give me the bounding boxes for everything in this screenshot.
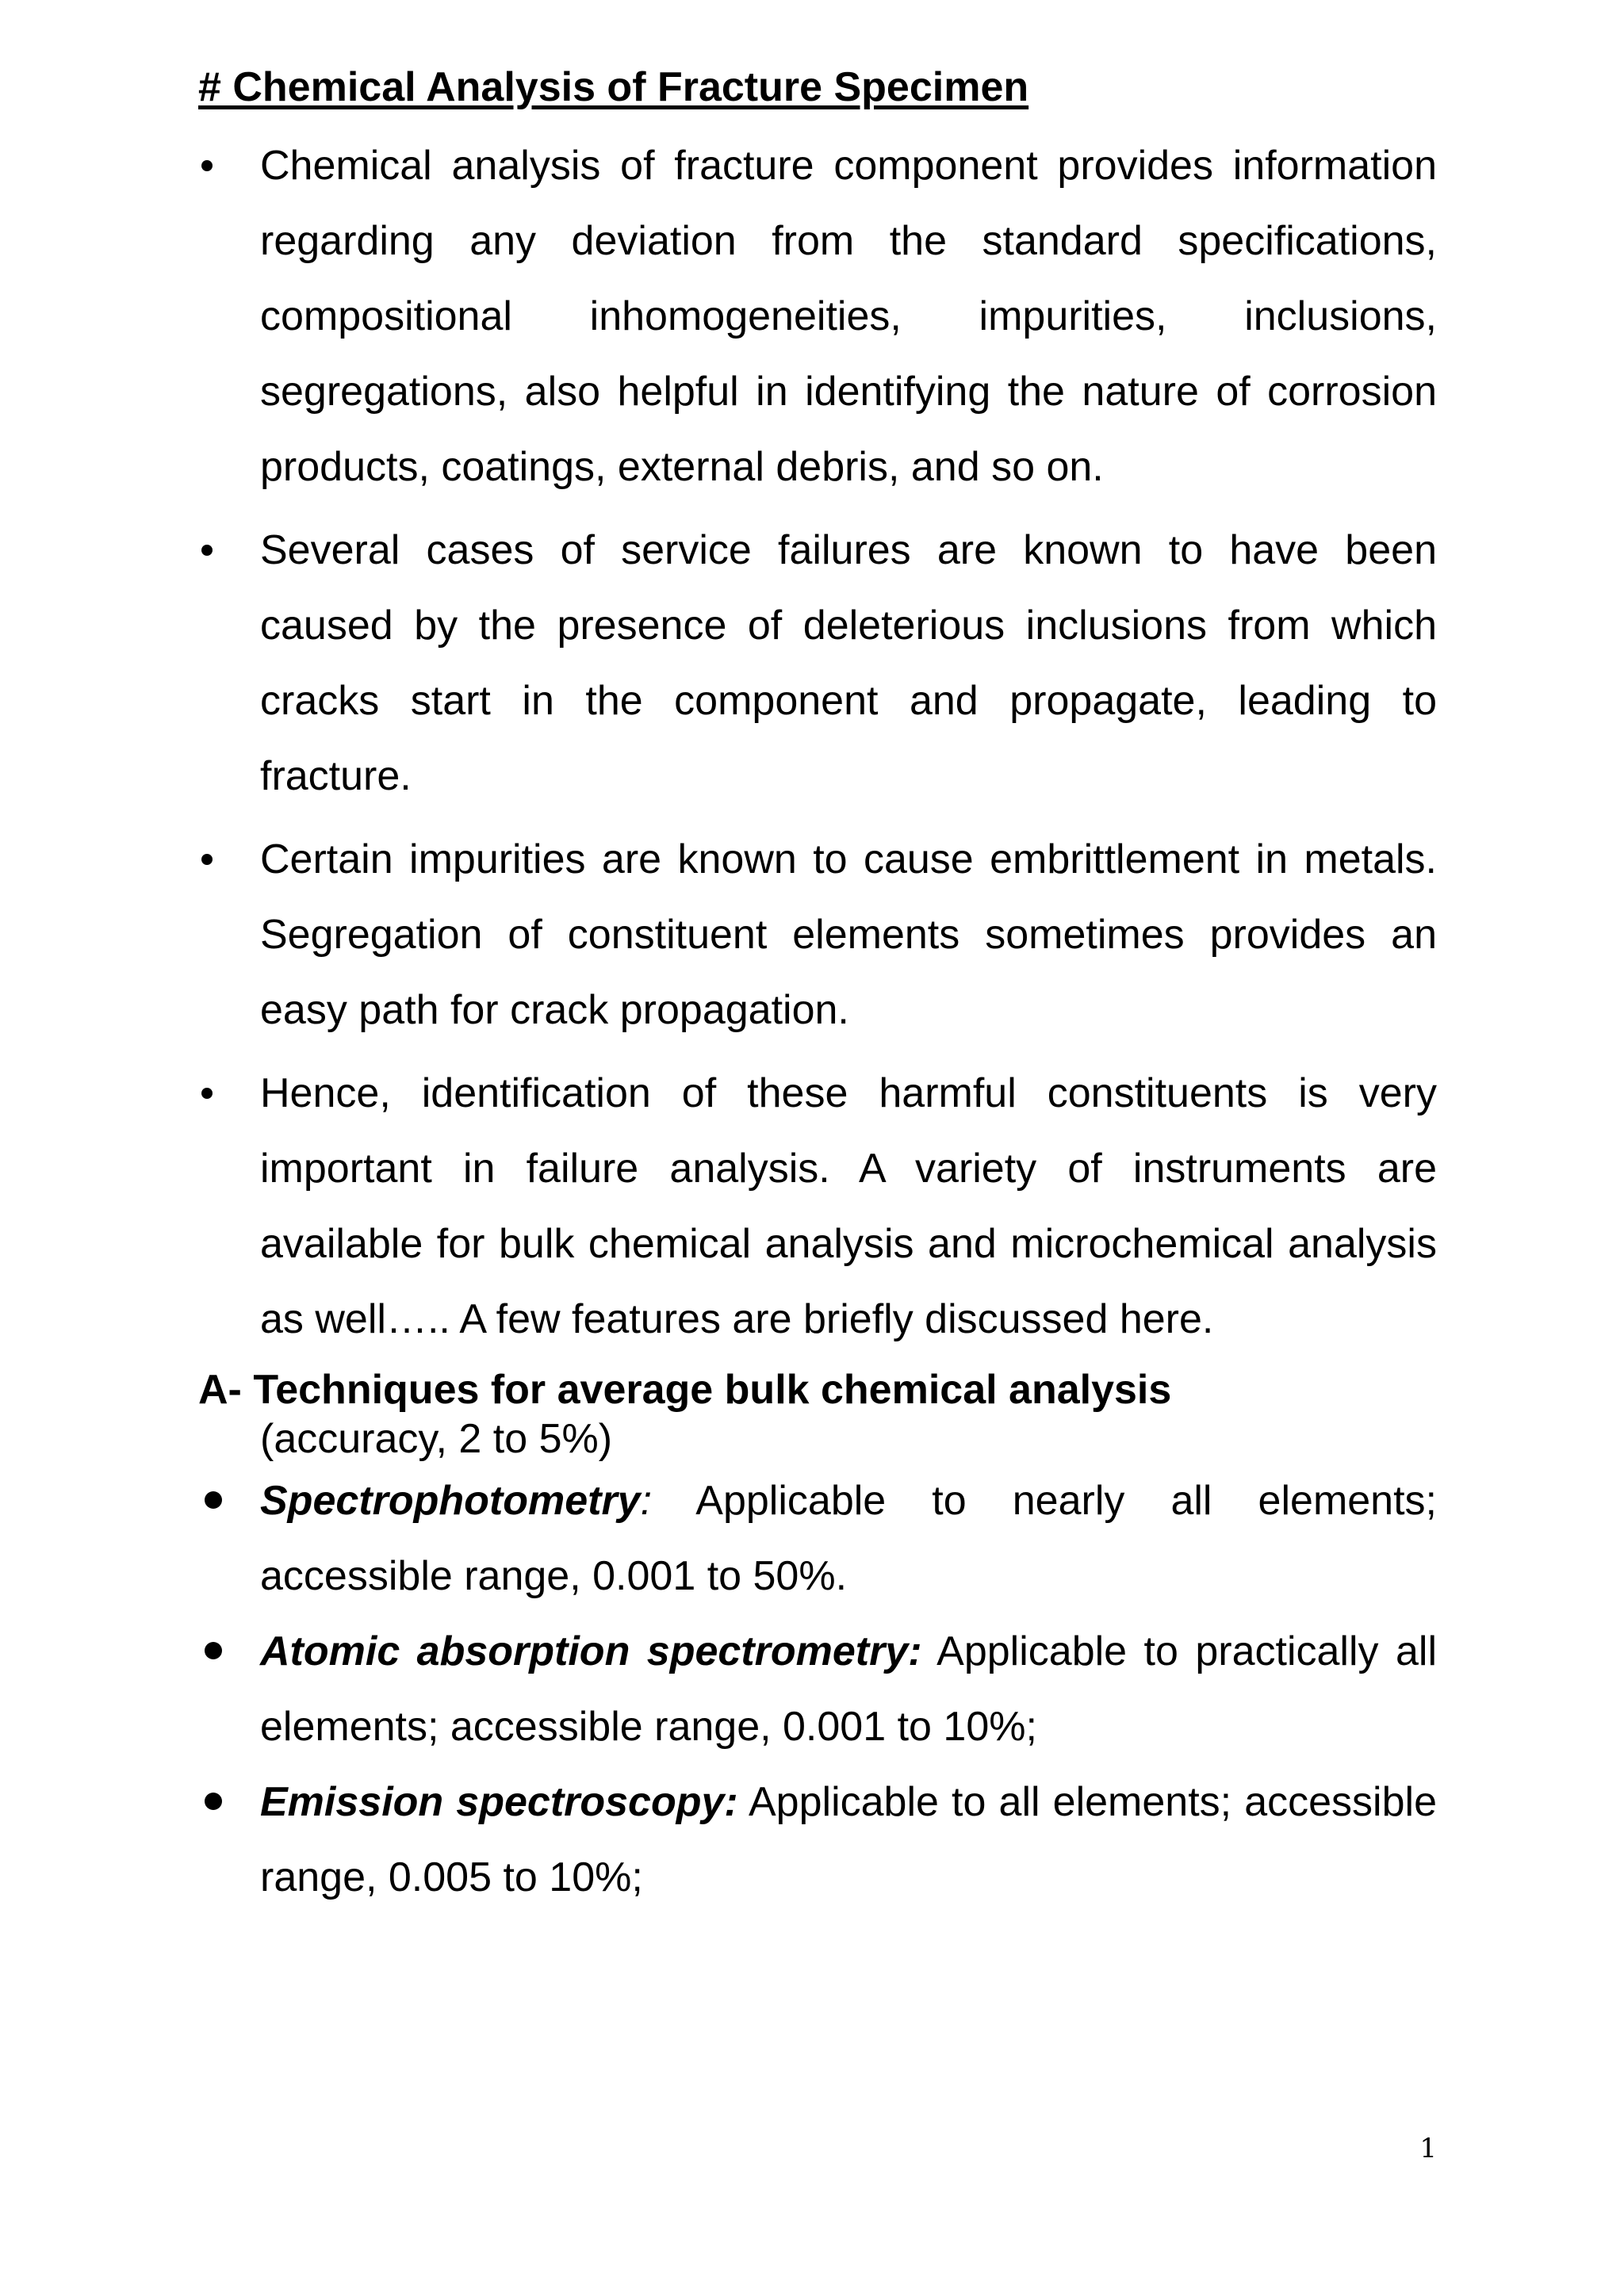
technique-item [198,1464,1437,1614]
technique-description: Applicable to all elements; accessible range, 0.005 to 10%; [260,1779,1437,1900]
technique-description: Applicable to practically all elements; accessible range, 0.001 to 10%; [260,1628,1438,1750]
technique-item [198,1614,1437,1765]
bullet-dot-icon [201,545,213,556]
page-title: # Chemical Analysis of Fracture Specimen [198,64,1029,110]
page-number: 1 [1419,2133,1437,2164]
technique-name: Emission spectroscopy: [260,1779,738,1825]
bullet-dot-icon [201,160,213,171]
bullet-text: Certain impurities are known to cause embrittlement in metals. Segregation of constituent elements sometimes provides an easy path for crack propagation. [260,836,1437,1033]
bullet-text: Chemical analysis of fracture component provides information regarding any deviation from the standard specifications, compositional inhomogeneities, impurities, inclusions, segregations, also helpful in identifying the nature of corrosion products, coatings, external debris, and so on. [260,143,1437,490]
bullet-dot-icon [205,1491,222,1509]
bullet-item [198,513,1437,814]
bullet-dot-icon [205,1793,222,1810]
bullet-list [198,128,1437,1357]
document-page [198,55,1437,1915]
bullet-dot-icon [205,1642,222,1659]
bullet-item [198,822,1437,1048]
section-heading: A- Techniques for average bulk chemical analysis [198,1367,1172,1413]
bullet-item [198,1056,1437,1357]
bullet-dot-icon [201,1088,213,1099]
section-subheading: (accuracy, 2 to 5%) [260,1416,613,1462]
technique-description: Applicable to nearly all elements; accessible range, 0.001 to 50%. [260,1478,1437,1599]
bullet-item [198,128,1437,505]
technique-separator: : [640,1478,653,1524]
bullet-dot-icon [201,854,213,865]
bullet-text: Hence, identification of these harmful constituents is very important in failure analysis. A variety of instruments are available for bulk chemical analysis and microchemical analysis as well….. A few features are briefly discussed here. [260,1070,1437,1342]
technique-item [198,1765,1437,1915]
technique-name: Spectrophotometry [260,1478,641,1524]
technique-name: Atomic absorption spectrometry: [260,1628,922,1674]
bullet-text: Several cases of service failures are known to have been caused by the presence of deleterious inclusions from which cracks start in the component and propagate, leading to fracture. [260,527,1437,799]
